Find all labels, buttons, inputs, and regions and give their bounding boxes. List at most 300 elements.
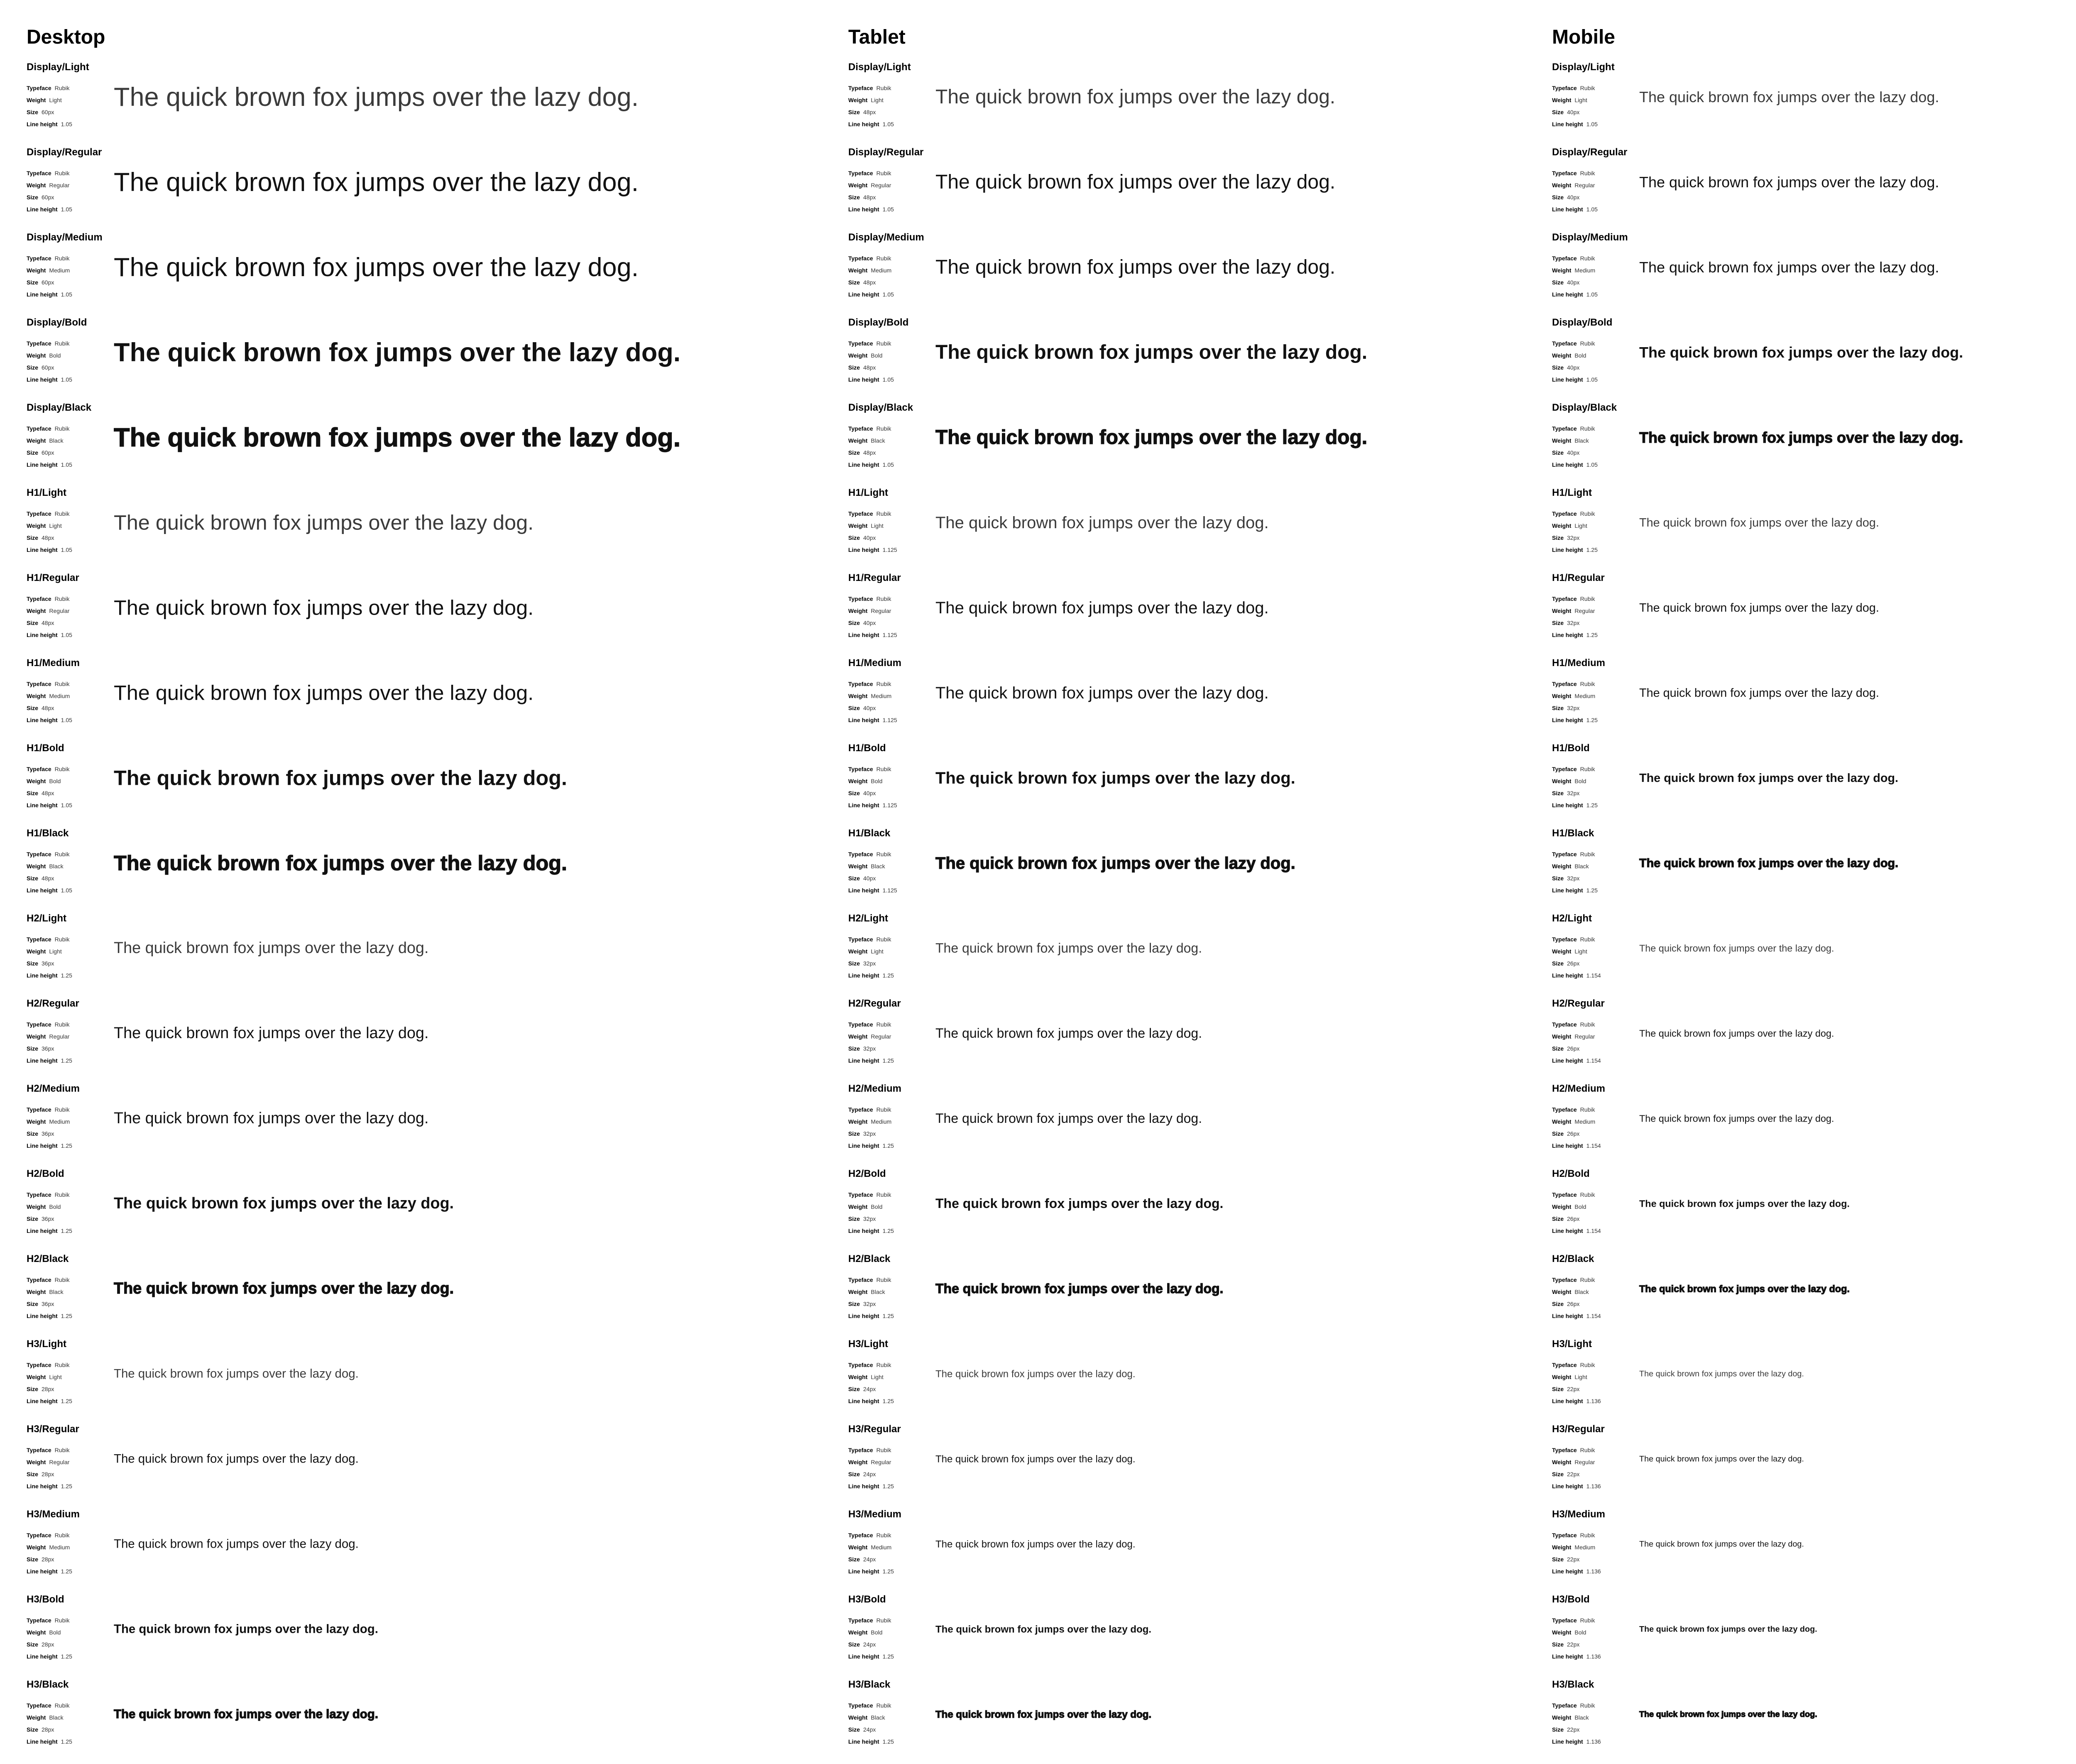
spec-label: Line height bbox=[848, 1057, 879, 1064]
spec-label: Typeface bbox=[1552, 1362, 1577, 1368]
spec-label: Typeface bbox=[848, 1191, 873, 1198]
spec-value: 48px bbox=[863, 449, 876, 456]
spec-value: 1.25 bbox=[882, 1738, 894, 1745]
spec-line-height bbox=[1552, 1566, 1601, 1578]
spec-value: Regular bbox=[49, 608, 70, 614]
spec-label: Line height bbox=[27, 206, 58, 213]
spec-line-height bbox=[848, 1140, 894, 1152]
spec-label: Typeface bbox=[27, 681, 51, 687]
spec-label: Typeface bbox=[848, 1106, 873, 1113]
spec-typeface bbox=[1552, 1444, 1601, 1456]
spec-label: Typeface bbox=[27, 1191, 51, 1198]
type-style-row bbox=[1552, 572, 2076, 657]
spec-line-height bbox=[27, 203, 72, 216]
spec-typeface bbox=[848, 167, 894, 179]
spec-label: Typeface bbox=[1552, 1276, 1577, 1283]
spec-size bbox=[27, 1468, 72, 1480]
spec-label: Line height bbox=[848, 1398, 879, 1404]
spec-line-height bbox=[1552, 1310, 1601, 1322]
spec-label: Line height bbox=[1552, 1142, 1583, 1149]
spec-value: Rubik bbox=[876, 681, 891, 687]
type-style-row bbox=[1552, 1423, 2076, 1509]
spec-value: Bold bbox=[1574, 1629, 1586, 1636]
spec-value: Bold bbox=[49, 1629, 61, 1636]
spec-label: Line height bbox=[848, 887, 879, 894]
spec-label: Typeface bbox=[1552, 1191, 1577, 1198]
spec-label: Weight bbox=[27, 182, 46, 189]
spec-label: Typeface bbox=[27, 1021, 51, 1028]
spec-weight bbox=[1552, 1541, 1601, 1553]
type-style-row bbox=[27, 1509, 815, 1594]
spec-typeface bbox=[1552, 1104, 1601, 1116]
spec-label: Weight bbox=[1552, 1714, 1572, 1721]
spec-line-height bbox=[848, 1310, 894, 1322]
spec-value: 1.25 bbox=[61, 1653, 72, 1660]
spec-value: 26px bbox=[1567, 1130, 1580, 1137]
spec-line-height bbox=[848, 799, 897, 811]
sample-text: The quick brown fox jumps over the lazy dog. bbox=[114, 1452, 359, 1466]
spec-value: 40px bbox=[863, 790, 876, 796]
spec-label: Line height bbox=[1552, 291, 1583, 298]
spec-label: Line height bbox=[1552, 887, 1583, 894]
style-name: H3/Black bbox=[848, 1679, 891, 1690]
spec-value: 26px bbox=[1567, 1045, 1580, 1052]
style-spec bbox=[1552, 338, 1598, 386]
spec-line-height bbox=[27, 1225, 72, 1237]
spec-label: Line height bbox=[1552, 206, 1583, 213]
spec-label: Weight bbox=[27, 1629, 46, 1636]
spec-size bbox=[848, 532, 897, 544]
spec-value: Rubik bbox=[54, 340, 70, 347]
spec-value: Rubik bbox=[54, 1106, 70, 1113]
spec-value: 1.25 bbox=[61, 1227, 72, 1234]
spec-line-height bbox=[1552, 203, 1598, 216]
style-name: H2/Bold bbox=[27, 1168, 64, 1179]
type-style-row bbox=[27, 998, 815, 1083]
spec-line-height bbox=[848, 1225, 894, 1237]
spec-size bbox=[1552, 1128, 1601, 1140]
spec-value: 1.25 bbox=[882, 1313, 894, 1319]
spec-label: Typeface bbox=[848, 1702, 873, 1709]
spec-size bbox=[848, 1724, 894, 1736]
spec-label: Line height bbox=[27, 1483, 58, 1490]
sample-text: The quick brown fox jumps over the lazy dog. bbox=[114, 510, 534, 534]
spec-weight bbox=[848, 179, 894, 191]
spec-label: Size bbox=[27, 1556, 39, 1563]
spec-weight bbox=[848, 350, 894, 362]
spec-label: Typeface bbox=[1552, 681, 1577, 687]
type-style-row bbox=[1552, 1253, 2076, 1338]
style-spec bbox=[848, 848, 897, 897]
spec-value: Regular bbox=[871, 1459, 891, 1465]
spec-value: 48px bbox=[863, 109, 876, 115]
spec-label: Size bbox=[848, 1386, 860, 1392]
spec-size bbox=[848, 1213, 894, 1225]
type-style-row bbox=[848, 147, 1533, 232]
spec-label: Typeface bbox=[1552, 425, 1577, 432]
spec-value: 1.136 bbox=[1586, 1738, 1601, 1745]
sample-text: The quick brown fox jumps over the lazy dog. bbox=[114, 1110, 429, 1127]
sample-text: The quick brown fox jumps over the lazy dog. bbox=[114, 82, 639, 112]
spec-label: Typeface bbox=[848, 1447, 873, 1453]
style-name: Display/Bold bbox=[27, 317, 87, 328]
spec-label: Size bbox=[848, 960, 860, 967]
type-style-row bbox=[27, 147, 815, 232]
spec-value: Black bbox=[871, 1714, 885, 1721]
sample-text: The quick brown fox jumps over the lazy dog. bbox=[114, 423, 681, 452]
spec-label: Weight bbox=[848, 948, 868, 955]
spec-line-height bbox=[848, 544, 897, 556]
spec-label: Size bbox=[27, 1045, 39, 1052]
sample-text: The quick brown fox jumps over the lazy dog. bbox=[935, 1368, 1136, 1380]
spec-label: Typeface bbox=[1552, 340, 1577, 347]
style-name: Display/Light bbox=[27, 61, 89, 73]
style-spec bbox=[1552, 1274, 1601, 1322]
spec-value: 1.125 bbox=[882, 802, 897, 808]
spec-value: 1.05 bbox=[61, 206, 72, 213]
spec-typeface bbox=[848, 1189, 894, 1201]
style-name: H1/Light bbox=[1552, 487, 1592, 498]
sample-text: The quick brown fox jumps over the lazy dog. bbox=[114, 1024, 429, 1042]
spec-line-height bbox=[1552, 544, 1598, 556]
spec-value: 1.05 bbox=[61, 461, 72, 468]
spec-value: Light bbox=[49, 948, 62, 955]
spec-value: 1.125 bbox=[882, 717, 897, 723]
style-name: H3/Black bbox=[1552, 1679, 1594, 1690]
spec-label: Line height bbox=[848, 1483, 879, 1490]
spec-value: Medium bbox=[871, 693, 892, 699]
style-name: H3/Light bbox=[1552, 1338, 1592, 1350]
spec-label: Typeface bbox=[27, 936, 51, 943]
spec-line-height bbox=[1552, 1480, 1601, 1492]
style-spec bbox=[27, 82, 72, 130]
spec-size bbox=[27, 532, 72, 544]
spec-value: 1.05 bbox=[882, 291, 894, 298]
spec-label: Typeface bbox=[1552, 510, 1577, 517]
spec-weight bbox=[848, 1627, 894, 1639]
sample-text: The quick brown fox jumps over the lazy dog. bbox=[114, 766, 567, 790]
spec-typeface bbox=[1552, 423, 1598, 435]
spec-typeface bbox=[27, 1529, 72, 1541]
spec-label: Typeface bbox=[848, 1362, 873, 1368]
spec-size bbox=[1552, 532, 1598, 544]
spec-size bbox=[27, 1298, 72, 1310]
spec-label: Size bbox=[848, 279, 860, 286]
style-spec bbox=[1552, 933, 1601, 982]
spec-size bbox=[848, 447, 894, 459]
spec-typeface bbox=[848, 1700, 894, 1712]
spec-label: Size bbox=[1552, 960, 1564, 967]
spec-label: Typeface bbox=[27, 1276, 51, 1283]
spec-value: Rubik bbox=[1580, 1447, 1595, 1453]
spec-typeface bbox=[27, 848, 72, 860]
spec-size bbox=[848, 872, 897, 884]
style-name: H2/Medium bbox=[848, 1083, 902, 1094]
spec-label: Size bbox=[27, 875, 39, 882]
spec-value: 1.25 bbox=[1586, 887, 1598, 894]
style-name: H1/Black bbox=[1552, 828, 1594, 839]
sample-text: The quick brown fox jumps over the lazy dog. bbox=[114, 1280, 454, 1298]
spec-typeface bbox=[1552, 1274, 1601, 1286]
spec-value: Medium bbox=[49, 693, 70, 699]
spec-weight bbox=[27, 1712, 72, 1724]
sample-text: The quick brown fox jumps over the lazy dog. bbox=[114, 939, 429, 957]
spec-label: Typeface bbox=[848, 1021, 873, 1028]
style-spec bbox=[27, 1529, 72, 1578]
spec-line-height bbox=[848, 884, 897, 897]
spec-label: Weight bbox=[1552, 182, 1572, 189]
spec-value: Rubik bbox=[54, 766, 70, 772]
sample-text: The quick brown fox jumps over the lazy dog. bbox=[935, 514, 1269, 532]
spec-value: Rubik bbox=[1580, 170, 1595, 176]
style-spec bbox=[848, 1359, 894, 1407]
spec-label: Size bbox=[848, 620, 860, 626]
spec-weight bbox=[27, 1541, 72, 1553]
spec-value: 60px bbox=[42, 364, 54, 371]
spec-label: Weight bbox=[848, 863, 868, 870]
style-name: Display/Regular bbox=[1552, 147, 1628, 158]
spec-value: 28px bbox=[42, 1471, 54, 1477]
spec-value: Bold bbox=[871, 1629, 883, 1636]
style-spec bbox=[848, 508, 897, 556]
spec-line-height bbox=[1552, 970, 1601, 982]
style-name: H3/Regular bbox=[1552, 1423, 1605, 1435]
spec-value: Rubik bbox=[1580, 1191, 1595, 1198]
spec-label: Typeface bbox=[848, 340, 873, 347]
spec-weight bbox=[1552, 1201, 1601, 1213]
style-name: H2/Medium bbox=[1552, 1083, 1606, 1094]
spec-value: 32px bbox=[863, 1215, 876, 1222]
type-style-row bbox=[848, 317, 1533, 402]
type-style-row bbox=[27, 317, 815, 402]
style-name: Display/Regular bbox=[27, 147, 102, 158]
spec-size bbox=[1552, 617, 1598, 629]
type-style-row bbox=[848, 742, 1533, 828]
spec-size bbox=[27, 362, 72, 374]
spec-value: 26px bbox=[1567, 1215, 1580, 1222]
type-style-row bbox=[1552, 1509, 2076, 1594]
spec-value: 60px bbox=[42, 279, 54, 286]
spec-label: Line height bbox=[1552, 461, 1583, 468]
spec-label: Weight bbox=[848, 1714, 868, 1721]
spec-value: 1.125 bbox=[882, 546, 897, 553]
spec-value: Regular bbox=[49, 1459, 70, 1465]
style-name: Display/Black bbox=[848, 402, 913, 413]
spec-value: 1.136 bbox=[1586, 1568, 1601, 1575]
spec-line-height bbox=[27, 1566, 72, 1578]
spec-value: Bold bbox=[871, 1203, 883, 1210]
type-style-row bbox=[27, 1679, 815, 1764]
spec-value: 1.05 bbox=[1586, 206, 1598, 213]
spec-label: Line height bbox=[848, 291, 879, 298]
spec-label: Line height bbox=[27, 972, 58, 979]
spec-label: Size bbox=[848, 1726, 860, 1733]
spec-size bbox=[848, 191, 894, 203]
spec-label: Line height bbox=[848, 121, 879, 127]
sample-text: The quick brown fox jumps over the lazy dog. bbox=[935, 1453, 1136, 1465]
spec-value: Bold bbox=[49, 1203, 61, 1210]
spec-label: Typeface bbox=[1552, 1702, 1577, 1709]
spec-label: Size bbox=[1552, 1641, 1564, 1648]
spec-label: Size bbox=[1552, 534, 1564, 541]
spec-typeface bbox=[27, 1189, 72, 1201]
spec-line-height bbox=[848, 1566, 894, 1578]
spec-line-height bbox=[27, 1395, 72, 1407]
spec-value: 36px bbox=[42, 1045, 54, 1052]
spec-line-height bbox=[1552, 374, 1598, 386]
spec-value: Bold bbox=[871, 778, 883, 784]
style-name: H1/Regular bbox=[1552, 572, 1605, 583]
spec-size bbox=[27, 702, 72, 714]
spec-label: Size bbox=[848, 449, 860, 456]
spec-label: Weight bbox=[27, 1374, 46, 1380]
spec-value: 1.05 bbox=[61, 121, 72, 127]
spec-line-height bbox=[1552, 1651, 1601, 1663]
type-style-row bbox=[27, 232, 815, 317]
spec-label: Typeface bbox=[848, 766, 873, 772]
spec-label: Line height bbox=[848, 206, 879, 213]
spec-label: Size bbox=[27, 194, 39, 201]
spec-label: Weight bbox=[848, 352, 868, 359]
style-spec bbox=[848, 1615, 894, 1663]
spec-label: Typeface bbox=[27, 1702, 51, 1709]
spec-label: Size bbox=[1552, 875, 1564, 882]
sample-text: The quick brown fox jumps over the lazy dog. bbox=[935, 1539, 1136, 1550]
spec-label: Weight bbox=[1552, 1033, 1572, 1040]
spec-size bbox=[1552, 362, 1598, 374]
spec-label: Typeface bbox=[1552, 766, 1577, 772]
spec-line-height bbox=[27, 544, 72, 556]
spec-value: Rubik bbox=[1580, 1702, 1595, 1709]
type-style-row bbox=[27, 61, 815, 147]
style-name: Display/Medium bbox=[1552, 232, 1628, 243]
spec-label: Size bbox=[848, 364, 860, 371]
spec-label: Size bbox=[27, 449, 39, 456]
spec-weight bbox=[848, 94, 894, 106]
spec-value: Light bbox=[871, 948, 884, 955]
spec-value: 1.05 bbox=[61, 376, 72, 383]
spec-value: 1.154 bbox=[1586, 972, 1601, 979]
spec-weight bbox=[27, 435, 72, 447]
spec-value: 1.05 bbox=[61, 802, 72, 808]
spec-label: Weight bbox=[1552, 608, 1572, 614]
style-spec bbox=[848, 252, 894, 301]
sample-text: The quick brown fox jumps over the lazy dog. bbox=[935, 769, 1295, 787]
spec-value: Rubik bbox=[54, 1447, 70, 1453]
spec-line-height bbox=[848, 1736, 894, 1748]
spec-value: 24px bbox=[863, 1726, 876, 1733]
spec-weight bbox=[848, 265, 894, 277]
spec-typeface bbox=[848, 1529, 894, 1541]
spec-label: Typeface bbox=[848, 936, 873, 943]
spec-value: Regular bbox=[49, 1033, 70, 1040]
spec-value: 1.05 bbox=[1586, 376, 1598, 383]
spec-value: Rubik bbox=[54, 1532, 70, 1539]
sample-text: The quick brown fox jumps over the lazy dog. bbox=[1639, 344, 1963, 361]
spec-value: Light bbox=[1574, 522, 1587, 529]
spec-value: Medium bbox=[1574, 1544, 1596, 1551]
spec-line-height bbox=[848, 1055, 894, 1067]
style-spec bbox=[848, 1700, 894, 1748]
spec-value: 1.05 bbox=[882, 121, 894, 127]
spec-size bbox=[1552, 1553, 1601, 1566]
spec-value: 48px bbox=[42, 875, 54, 882]
spec-value: Bold bbox=[49, 778, 61, 784]
spec-label: Line height bbox=[848, 1313, 879, 1319]
spec-line-height bbox=[848, 118, 894, 130]
spec-label: Weight bbox=[1552, 693, 1572, 699]
style-spec bbox=[1552, 1529, 1601, 1578]
spec-value: Rubik bbox=[876, 425, 891, 432]
style-spec bbox=[848, 1189, 894, 1237]
spec-typeface bbox=[27, 1274, 72, 1286]
spec-line-height bbox=[848, 1651, 894, 1663]
spec-value: Rubik bbox=[1580, 340, 1595, 347]
style-name: H1/Black bbox=[27, 828, 69, 839]
spec-label: Size bbox=[848, 1130, 860, 1137]
sample-text: The quick brown fox jumps over the lazy dog. bbox=[935, 256, 1336, 278]
sample-text: The quick brown fox jumps over the lazy dog. bbox=[1639, 1624, 1817, 1634]
type-style-row bbox=[848, 828, 1533, 913]
spec-label: Weight bbox=[27, 437, 46, 444]
spec-label: Weight bbox=[1552, 97, 1572, 103]
type-style-row bbox=[27, 913, 815, 998]
spec-value: Bold bbox=[1574, 1203, 1586, 1210]
style-spec bbox=[27, 167, 72, 216]
spec-typeface bbox=[848, 933, 894, 946]
spec-label: Typeface bbox=[27, 1532, 51, 1539]
style-spec bbox=[848, 933, 894, 982]
sample-text: The quick brown fox jumps over the lazy dog. bbox=[935, 341, 1368, 363]
spec-size bbox=[27, 787, 72, 799]
spec-line-height bbox=[1552, 1225, 1601, 1237]
style-spec bbox=[27, 763, 72, 811]
spec-label: Weight bbox=[27, 522, 46, 529]
spec-label: Typeface bbox=[1552, 255, 1577, 262]
spec-label: Typeface bbox=[1552, 85, 1577, 91]
spec-value: Rubik bbox=[876, 1106, 891, 1113]
spec-label: Size bbox=[27, 960, 39, 967]
spec-typeface bbox=[848, 1019, 894, 1031]
spec-label: Size bbox=[1552, 1726, 1564, 1733]
spec-weight bbox=[27, 690, 72, 702]
spec-label: Line height bbox=[27, 1568, 58, 1575]
spec-value: 32px bbox=[1567, 875, 1580, 882]
spec-value: 22px bbox=[1567, 1641, 1580, 1648]
spec-value: 48px bbox=[42, 620, 54, 626]
spec-label: Line height bbox=[848, 461, 879, 468]
spec-label: Weight bbox=[848, 778, 868, 784]
type-style-row bbox=[848, 1083, 1533, 1168]
sample-text: The quick brown fox jumps over the lazy dog. bbox=[935, 599, 1269, 617]
spec-label: Typeface bbox=[848, 681, 873, 687]
spec-weight bbox=[27, 94, 72, 106]
spec-weight bbox=[27, 775, 72, 787]
spec-label: Size bbox=[1552, 1045, 1564, 1052]
spec-label: Size bbox=[1552, 279, 1564, 286]
spec-value: Rubik bbox=[1580, 85, 1595, 91]
spec-line-height bbox=[1552, 1055, 1601, 1067]
spec-value: 32px bbox=[1567, 705, 1580, 711]
type-style-row bbox=[27, 487, 815, 572]
spec-value: Light bbox=[871, 97, 884, 103]
style-name: Display/Medium bbox=[848, 232, 924, 243]
sample-text: The quick brown fox jumps over the lazy dog. bbox=[1639, 943, 1834, 954]
style-spec bbox=[27, 1019, 72, 1067]
spec-line-height bbox=[1552, 884, 1598, 897]
sample-text: The quick brown fox jumps over the lazy dog. bbox=[935, 1281, 1224, 1296]
spec-label: Weight bbox=[1552, 1118, 1572, 1125]
